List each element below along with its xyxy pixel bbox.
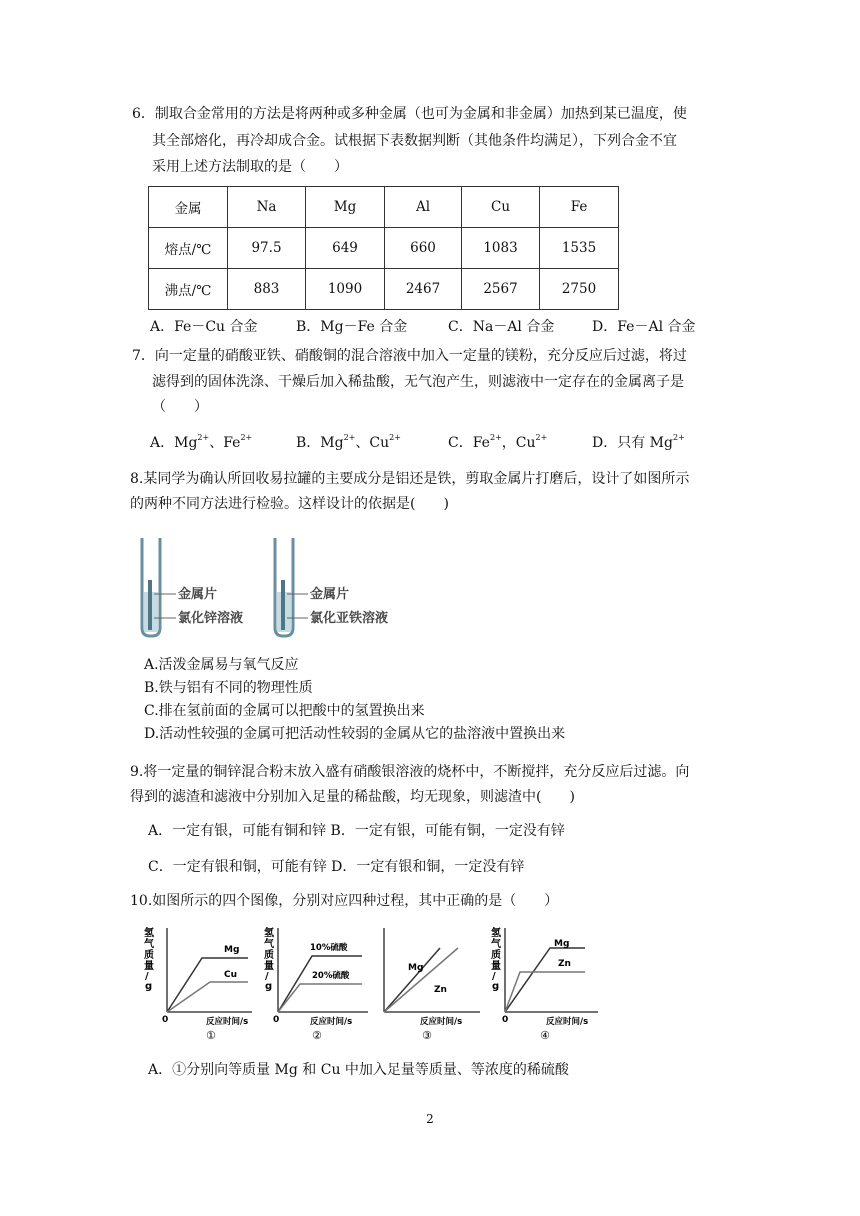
table-cell: 649 (306, 228, 385, 269)
graph-ylabel-char: 量 (264, 961, 274, 972)
graph-line-zn (505, 972, 585, 1012)
q6-line-1: 6．制取合金常用的方法是将两种或多种金属（也可为金属和非金属）加热到某已温度，使 (132, 106, 687, 122)
q9-line-1: 9.将一定量的铜锌混合粉末放入盛有硝酸银溶液的烧杯中，不断搅拌，充分反应后过滤。向 (130, 764, 690, 780)
graph-series-label: Mg (408, 963, 424, 973)
graph-number: ② (312, 1029, 322, 1042)
q6-option-d: D．Fe－Al 合金 (592, 319, 696, 335)
graph-line-mg (384, 948, 440, 1012)
table-cell: 2467 (385, 269, 462, 310)
table-cell: Al (385, 187, 462, 228)
graph-ylabel-char: g (145, 981, 153, 992)
graph-4 (491, 926, 598, 1042)
q7-option-b: B．$Mg^{2+}$、$Cu^{2+}$ (296, 433, 401, 451)
q8-option-b: B.铁与铝有不同的物理性质 (144, 680, 313, 696)
graph-xlabel: 反应时间/s (206, 1017, 249, 1027)
q10-line-1: 10.如图所示的四个图像，分别对应四种过程，其中正确的是（ ） (130, 893, 559, 909)
graph-ylabel-char: 气 (264, 939, 274, 950)
q9-option-ab: A．一定有银，可能有铜和锌 B．一定有银，可能有铜，一定没有锌 (148, 823, 565, 839)
graph-series-label: 10%硫酸 (310, 943, 348, 953)
graph-ylabel-char: 量 (491, 961, 501, 972)
graph-line-cu (167, 982, 248, 1012)
table-row (149, 228, 619, 269)
graph-ylabel-char: 质 (264, 950, 274, 961)
table-cell: Mg (306, 187, 385, 228)
graph-ylabel-char: / (492, 971, 496, 982)
table-cell: 熔点/℃ (149, 228, 228, 269)
graph-origin: 0 (502, 1015, 509, 1025)
table-cell: 1083 (462, 228, 540, 269)
tube2-label-metal: 金属片 (310, 587, 350, 602)
table-cell: 金属 (149, 187, 228, 228)
test-tube-2 (275, 538, 388, 636)
graph-xlabel: 反应时间/s (546, 1017, 589, 1027)
graph-1 (144, 926, 252, 1042)
graph-series-label: 20%硫酸 (312, 971, 350, 981)
q8-line-1: 8.某同学为确认所回收易拉罐的主要成分是铝还是铁，剪取金属片打磨后，设计了如图所示 (130, 471, 690, 487)
q7-line-1: 7．向一定量的硝酸亚铁、硝酸铜的混合溶液中加入一定量的镁粉，充分反应后过滤，将过 (132, 348, 687, 364)
q6-line-3: 采用上述方法制取的是（ ） (152, 159, 348, 175)
graph-ylabel-char: / (145, 971, 149, 982)
q9-line-2: 得到的滤渣和滤液中分别加入足量的稀盐酸，均无现象，则滤渣中( ) (130, 789, 575, 805)
table-cell: 97.5 (228, 228, 306, 269)
table-cell: 883 (228, 269, 306, 310)
table-cell: 660 (385, 228, 462, 269)
table-cell: 2567 (462, 269, 540, 310)
tube1-label-solution: 氯化锌溶液 (178, 611, 244, 626)
table-header-row (149, 187, 619, 228)
q6-option-c: C．Na－Al 合金 (448, 319, 555, 335)
tube2-label-solution: 氯化亚铁溶液 (310, 611, 389, 626)
table-cell: Cu (462, 187, 540, 228)
melting-point-table (148, 186, 619, 310)
graph-series-label: Zn (558, 959, 571, 969)
graph-ylabel-char: 氢 (491, 928, 501, 939)
q7-option-d: D．只有 $Mg^{2+}$ (592, 433, 685, 451)
graph-xlabel: 反应时间/s (310, 1017, 353, 1027)
graph-series-label: Mg (554, 939, 570, 949)
test-tube-figure (130, 532, 400, 642)
graph-line-20pct (278, 984, 362, 1012)
q7-line-3: （ ） (152, 399, 208, 415)
test-tube-1 (142, 538, 243, 636)
graph-series-label: Cu (224, 970, 238, 980)
table-cell: 1535 (540, 228, 619, 269)
q8-line-2: 的两种不同方法进行检验。这样设计的依据是( ) (130, 496, 449, 512)
q7-option-a: A．$Mg^{2+}$、$Fe^{2+}$ (150, 433, 253, 451)
graph-2 (264, 926, 368, 1042)
page-number: 2 (426, 1112, 434, 1126)
table-cell: 沸点/℃ (149, 269, 228, 310)
graph-origin: 0 (273, 1015, 280, 1025)
graph-ylabel-char: g (492, 981, 500, 992)
graph-series-label: Zn (434, 985, 447, 995)
graph-ylabel-char: 质 (491, 950, 501, 961)
q8-option-a: A.活泼金属易与氧气反应 (144, 657, 299, 673)
graph-ylabel-char: 气 (491, 939, 501, 950)
graph-series-label: Mg (224, 945, 240, 955)
table-row (149, 269, 619, 310)
graph-ylabel-char: 质 (144, 950, 154, 961)
q8-option-d: D.活动性较强的金属可把活动性较弱的金属从它的盐溶液中置换出来 (144, 726, 566, 742)
table-cell: Na (228, 187, 306, 228)
graph-ylabel-char: 氢 (264, 928, 274, 939)
q6-option-b: B．Mg－Fe 合金 (296, 319, 408, 335)
graph-number: ③ (422, 1029, 432, 1042)
graph-ylabel-char: / (265, 971, 269, 982)
graph-3 (384, 928, 480, 1042)
q6-line-2: 其全部熔化，再冷却成合金。试根据下表数据判断（其他条件均满足），下列合金不宜 (152, 133, 677, 149)
graph-number: ④ (540, 1029, 550, 1042)
graph-ylabel-char: 量 (144, 961, 154, 972)
q8-option-c: C.排在氢前面的金属可以把酸中的氢置换出来 (144, 703, 425, 719)
q7-line-2: 滤得到的固体洗涤、干燥后加入稀盐酸，无气泡产生，则滤液中一定存在的金属离子是 (152, 374, 684, 390)
table-cell: Fe (540, 187, 619, 228)
q6-option-a: A．Fe－Cu 合金 (150, 319, 258, 335)
graph-xlabel: 反应时间/s (420, 1017, 463, 1027)
tube1-label-metal: 金属片 (178, 587, 218, 602)
graph-ylabel-char: 气 (144, 939, 154, 950)
q9-option-cd: C．一定有银和铜，可能有锌 D．一定有银和铜，一定没有锌 (148, 859, 525, 875)
q10-option-a: A．①分别向等质量 Mg 和 Cu 中加入足量等质量、等浓度的稀硫酸 (148, 1062, 569, 1078)
reaction-graphs (140, 926, 610, 1046)
graph-number: ① (206, 1029, 216, 1042)
q7-option-c: C．$Fe^{2+}$，$Cu^{2+}$ (448, 433, 548, 451)
graph-line-zn (384, 948, 458, 1012)
graph-origin: 0 (162, 1015, 169, 1025)
graph-ylabel-char: g (265, 981, 273, 992)
table-cell: 2750 (540, 269, 619, 310)
table-cell: 1090 (306, 269, 385, 310)
graph-ylabel-char: 氢 (144, 928, 154, 939)
